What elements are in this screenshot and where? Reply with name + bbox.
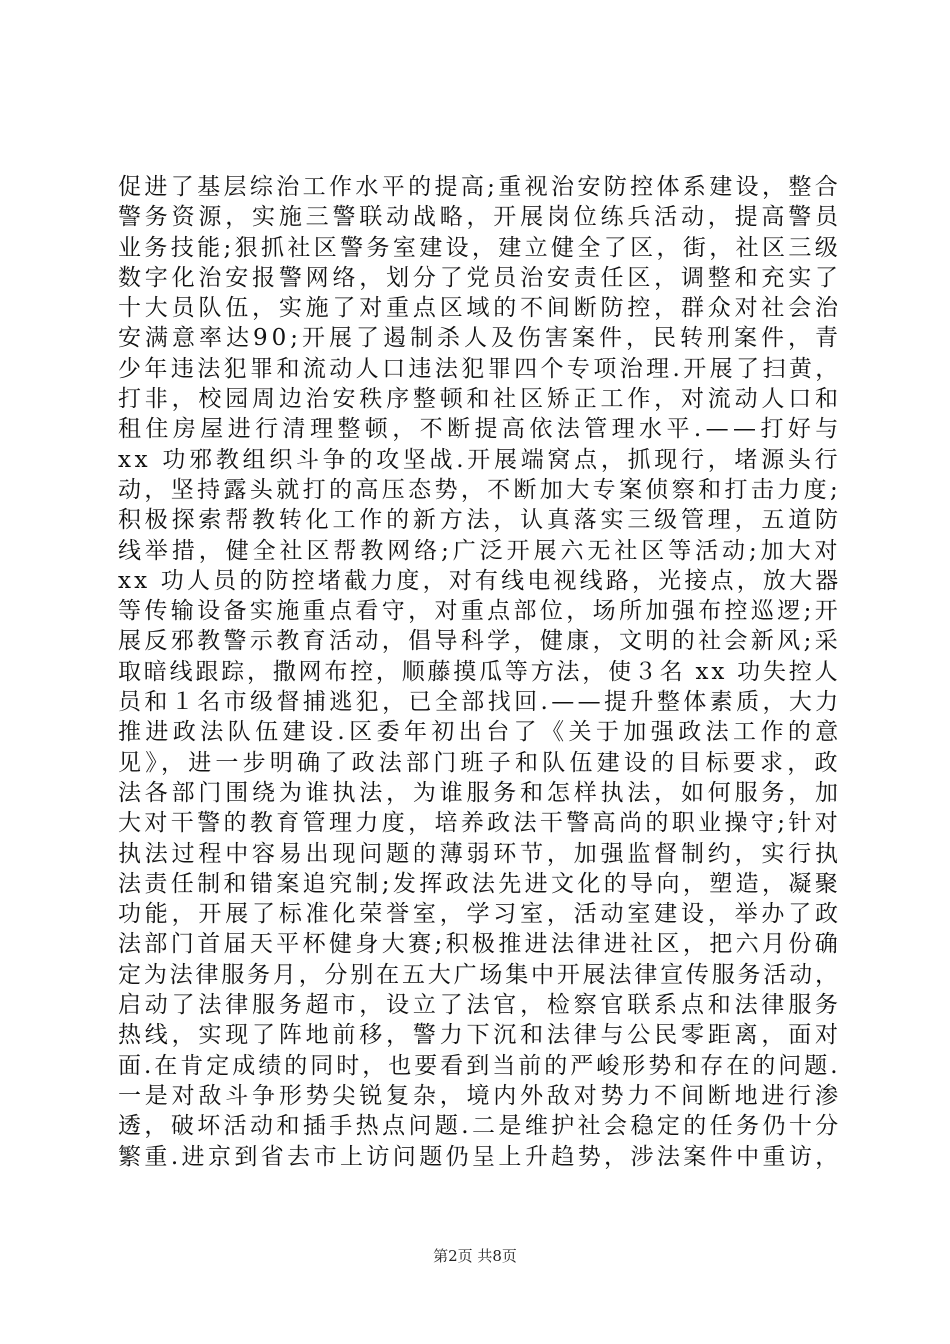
text-line: 大对干警的教育管理力度，培养政法干警高尚的职业操守;针对: [118, 810, 842, 837]
text-line: 促进了基层综治工作水平的提高;重视治安防控体系建设，整合: [118, 174, 842, 200]
text-line: 警务资源，实施三警联动战略，开展岗位练兵活动，提高警员: [118, 204, 842, 231]
text-line: 少年违法犯罪和流动人口违法犯罪四个专项治理.开展了扫黄，: [118, 355, 842, 382]
text-line: 定为法律服务月，分别在五大广场集中开展法律宣传服务活动，: [118, 961, 841, 988]
text-line: 启动了法律服务超市，设立了法官，检察官联系点和法律服务: [118, 992, 842, 1019]
text-line: 十大员队伍，实施了对重点区域的不间断防控，群众对社会治: [118, 295, 842, 322]
text-line: 推进政法队伍建设.区委年初出台了《关于加强政法工作的意: [118, 719, 843, 746]
text-line: 积极探索帮教转化工作的新方法，认真落实三级管理，五道防: [118, 507, 842, 534]
text-line: 见》，进一步明确了政法部门班子和队伍建设的目标要求，政: [118, 749, 842, 776]
text-line: 业务技能;狠抓社区警务室建设，建立健全了区，街，社区三级: [118, 234, 842, 261]
text-line: 法责任制和错案追究制;发挥政法先进文化的导向，塑造，凝聚: [118, 870, 842, 897]
text-line: 面.在肯定成绩的同时，也要看到当前的严峻形势和存在的问题.: [118, 1052, 841, 1079]
page-footer: 第2页 共8页: [433, 1247, 517, 1265]
text-line: 安满意率达90;开展了遏制杀人及伤害案件，民转刑案件，青: [118, 325, 843, 352]
text-line: 员和１名市级督捕逃犯，已全部找回.——提升整体素质，大力: [118, 689, 842, 716]
text-line: 等传输设备实施重点看守，对重点部位，场所加强布控巡逻;开: [118, 598, 842, 625]
text-line: 取暗线跟踪，撒网布控，顺藤摸瓜等方法，使３名 xx 功失控人: [118, 658, 841, 685]
text-line: 执法过程中容易出现问题的薄弱环节，加强监督制约，实行执: [118, 840, 842, 867]
text-line: xx 功人员的防控堵截力度，对有线电视线路，光接点，放大器: [118, 567, 842, 594]
text-line: 法各部门围绕为谁执法，为谁服务和怎样执法，如何服务，加: [118, 779, 842, 806]
text-line: 线举措，健全社区帮教网络;广泛开展六无社区等活动;加大对: [118, 537, 842, 564]
text-line: 打非，校园周边治安秩序整顿和社区矫正工作，对流动人口和: [118, 386, 842, 413]
body-text: [118, 172, 843, 1172]
text-line: 一是对敌斗争形势尖锐复杂，境内外敌对势力不间断地进行渗: [118, 1082, 842, 1109]
text-line: 繁重.进京到省去市上访问题仍呈上升趋势，涉法案件中重访，: [118, 1143, 842, 1170]
text-line: 法部门首届天平杯健身大赛;积极推进法律进社区，把六月份确: [118, 931, 842, 958]
text-line: 数字化治安报警网络，划分了党员治安责任区，调整和充实了: [118, 264, 842, 291]
text-line: 热线，实现了阵地前移，警力下沉和法律与公民零距离，面对: [118, 1022, 842, 1049]
text-line: xx 功邪教组织斗争的攻坚战.开展端窝点，抓现行，堵源头行: [118, 446, 842, 473]
text-line: 功能，开展了标准化荣誉室，学习室，活动室建设，举办了政: [118, 901, 842, 928]
text-line: 动，坚持露头就打的高压态势，不断加大专案侦察和打击力度;: [118, 476, 842, 503]
text-line: 租住房屋进行清理整顿，不断提高依法管理水平.——打好与: [118, 416, 843, 443]
text-line: 透，破坏活动和插手热点问题.二是维护社会稳定的任务仍十分: [118, 1113, 842, 1140]
text-line: 展反邪教警示教育活动，倡导科学，健康，文明的社会新风;采: [118, 628, 842, 655]
